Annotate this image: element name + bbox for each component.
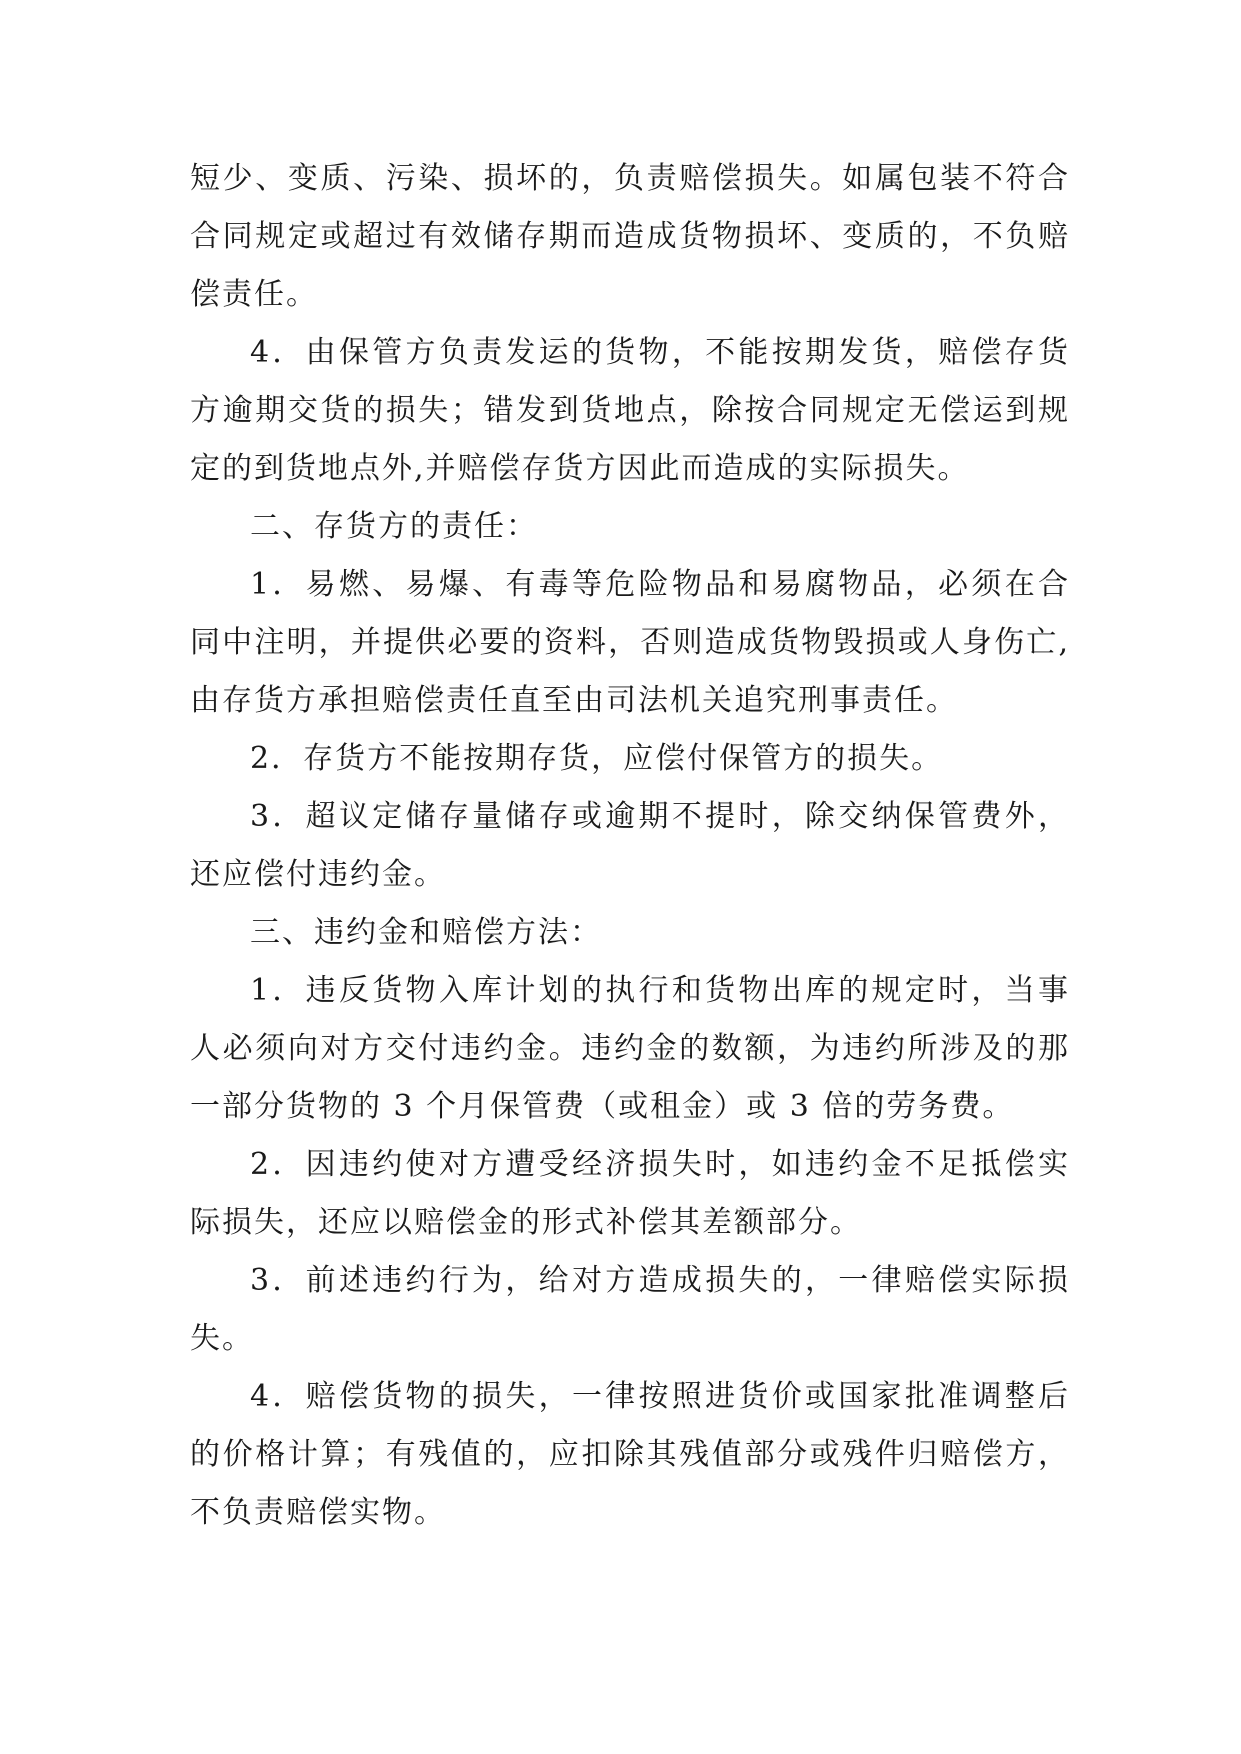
section-heading-penalty: 三、违约金和赔偿方法： bbox=[250, 915, 602, 950]
document-body bbox=[190, 150, 1070, 1542]
paragraph-item-2-compensation: 2．因违约使对方遭受经济损失时，如违约金不足抵偿实际损失，还应以赔偿金的形式补偿其差额部分。 bbox=[190, 1147, 1070, 1240]
paragraph-item-2-deposit: 2．存货方不能按期存货，应偿付保管方的损失。 bbox=[250, 741, 944, 776]
paragraph-continuation: 短少、变质、污染、损坏的，负责赔偿损失。如属包装不符合合同规定或超过有效储存期而造成货物损坏、变质的，不负赔偿责任。 bbox=[190, 161, 1070, 312]
paragraph-item-3-excess: 3．超议定储存量储存或逾期不提时，除交纳保管费外，还应偿付违约金。 bbox=[190, 799, 1070, 892]
paragraph-item-3-losses: 3．前述违约行为，给对方造成损失的，一律赔偿实际损失。 bbox=[190, 1263, 1070, 1356]
paragraph-item-4-custodian: 4．由保管方负责发运的货物，不能按期发货，赔偿存货方逾期交货的损失；错发到货地点，除按合同规定无偿运到规定的到货地点外,并赔偿存货方因此而造成的实际损失。 bbox=[190, 335, 1070, 486]
paragraph-item-1-hazardous: 1．易燃、易爆、有毒等危险物品和易腐物品，必须在合同中注明，并提供必要的资料，否则造成货物毁损或人身伤亡,由存货方承担赔偿责任直至由司法机关追究刑事责任。 bbox=[190, 567, 1070, 718]
paragraph-item-1-violation: 1．违反货物入库计划的执行和货物出库的规定时，当事人必须向对方交付违约金。违约金的数额，为违约所涉及的那一部分货物的 3 个月保管费（或租金）或 3 倍的劳务费。 bbox=[190, 973, 1070, 1124]
paragraph-item-4-valuation: 4．赔偿货物的损失，一律按照进货价或国家批准调整后的价格计算；有残值的，应扣除其残值部分或残件归赔偿方，不负责赔偿实物。 bbox=[190, 1379, 1070, 1530]
section-heading-depositor-liability: 二、存货方的责任： bbox=[250, 509, 538, 544]
